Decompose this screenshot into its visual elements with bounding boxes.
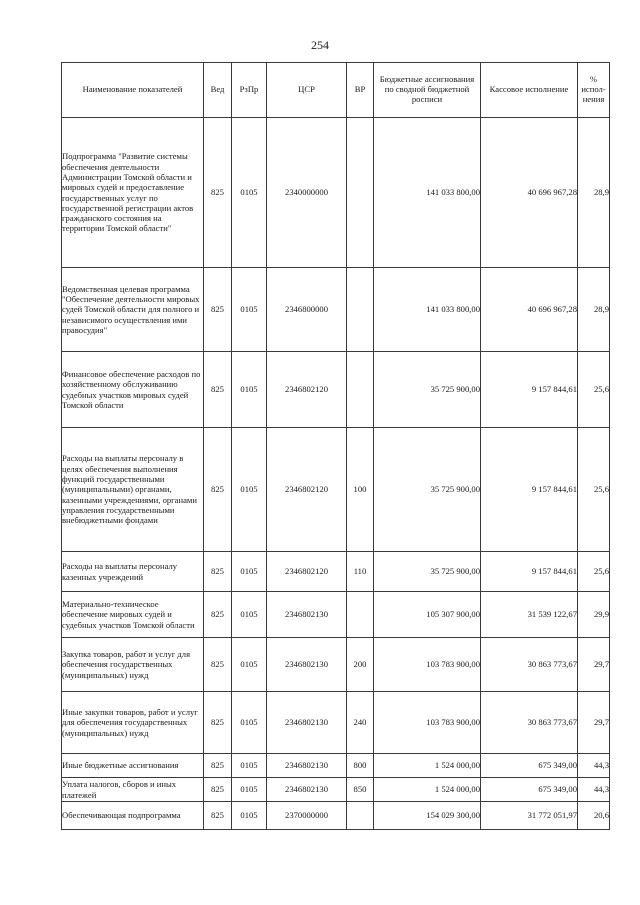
cell-csr: 2340000000: [267, 118, 347, 268]
header-rzpr: РзПр: [232, 63, 267, 118]
cell-csr: 2346802120: [267, 352, 347, 428]
cell-pct: 28,9: [578, 268, 610, 352]
cell-pct: 44,3: [578, 778, 610, 802]
cell-exec: 9 157 844,61: [481, 352, 578, 428]
cell-name: Подпрограмма "Развитие системы обеспечения деятельности Администрации Томской области и мировых судей и предоставление государственных услуг по государственной регистрации актов гражданского состояния на территории Томской области": [62, 118, 204, 268]
cell-exec: 675 349,00: [481, 754, 578, 778]
cell-vr: 850: [347, 778, 374, 802]
cell-name: Ведомственная целевая программа "Обеспечение деятельности мировых судей Томской области для полного и независимого осуществления ими правосудия": [62, 268, 204, 352]
cell-exec: 9 157 844,61: [481, 428, 578, 552]
cell-ved: 825: [204, 754, 232, 778]
cell-vr: 800: [347, 754, 374, 778]
cell-ved: 825: [204, 428, 232, 552]
cell-plan: 1 524 000,00: [374, 778, 481, 802]
cell-rzpr: 0105: [232, 592, 267, 638]
cell-vr: [347, 592, 374, 638]
cell-ved: 825: [204, 352, 232, 428]
cell-csr: 2346800000: [267, 268, 347, 352]
cell-plan: 154 029 300,00: [374, 802, 481, 830]
cell-exec: 31 772 051,97: [481, 802, 578, 830]
cell-rzpr: 0105: [232, 778, 267, 802]
cell-exec: 30 863 773,67: [481, 692, 578, 754]
cell-plan: 141 033 800,00: [374, 268, 481, 352]
header-vr: ВР: [347, 63, 374, 118]
cell-vr: [347, 118, 374, 268]
cell-pct: 25,6: [578, 552, 610, 592]
table-row: [62, 552, 610, 592]
cell-pct: 29,9: [578, 592, 610, 638]
cell-ved: 825: [204, 638, 232, 692]
cell-ved: 825: [204, 592, 232, 638]
header-pct: % испол-нения: [578, 63, 610, 118]
cell-exec: 675 349,00: [481, 778, 578, 802]
cell-rzpr: 0105: [232, 754, 267, 778]
cell-rzpr: 0105: [232, 638, 267, 692]
header-ved: Вед: [204, 63, 232, 118]
cell-name: Закупка товаров, работ и услуг для обеспечения государственных (муниципальных) нужд: [62, 638, 204, 692]
cell-csr: 2346802120: [267, 428, 347, 552]
table-row: [62, 118, 610, 268]
cell-plan: 103 783 900,00: [374, 692, 481, 754]
cell-pct: 28,9: [578, 118, 610, 268]
cell-name: Обеспечивающая подпрограмма: [62, 802, 204, 830]
cell-ved: 825: [204, 802, 232, 830]
table-row: [62, 692, 610, 754]
cell-rzpr: 0105: [232, 268, 267, 352]
table-row: [62, 592, 610, 638]
page-number: 254: [311, 38, 329, 52]
cell-ved: 825: [204, 268, 232, 352]
table-row: [62, 754, 610, 778]
header-name: Наименование показателей: [62, 63, 204, 118]
cell-pct: 25,6: [578, 428, 610, 552]
cell-ved: 825: [204, 552, 232, 592]
header-exec: Кассовое исполнение: [481, 63, 578, 118]
cell-name: Уплата налогов, сборов и иных платежей: [62, 778, 204, 802]
cell-rzpr: 0105: [232, 802, 267, 830]
cell-name: Иные закупки товаров, работ и услуг для обеспечения государственных (муниципальных) нужд: [62, 692, 204, 754]
table-header-row: [62, 63, 610, 118]
cell-exec: 9 157 844,61: [481, 552, 578, 592]
cell-name: Расходы на выплаты персоналу в целях обеспечения выполнения функций государственными (муниципальными) органами, казенными учреждениями, органами управления государственными внебюджетными фондами: [62, 428, 204, 552]
cell-csr: 2370000000: [267, 802, 347, 830]
cell-pct: 25,6: [578, 352, 610, 428]
cell-name: Финансовое обеспечение расходов по хозяйственному обслуживанию судебных участков мировых судей Томской области: [62, 352, 204, 428]
cell-plan: 35 725 900,00: [374, 352, 481, 428]
cell-vr: 200: [347, 638, 374, 692]
cell-plan: 1 524 000,00: [374, 754, 481, 778]
cell-rzpr: 0105: [232, 552, 267, 592]
cell-csr: 2346802130: [267, 638, 347, 692]
table-row: [62, 268, 610, 352]
cell-vr: [347, 352, 374, 428]
cell-exec: 31 539 122,67: [481, 592, 578, 638]
cell-vr: [347, 268, 374, 352]
cell-exec: 30 863 773,67: [481, 638, 578, 692]
cell-name: Материально-техническое обеспечение мировых судей и судебных участков Томской области: [62, 592, 204, 638]
budget-table: [61, 62, 610, 830]
cell-plan: 35 725 900,00: [374, 552, 481, 592]
cell-vr: [347, 802, 374, 830]
cell-rzpr: 0105: [232, 428, 267, 552]
cell-vr: 100: [347, 428, 374, 552]
header-csr: ЦСР: [267, 63, 347, 118]
cell-pct: 20,6: [578, 802, 610, 830]
cell-csr: 2346802130: [267, 592, 347, 638]
cell-pct: 29,7: [578, 638, 610, 692]
cell-pct: 29,7: [578, 692, 610, 754]
cell-vr: 240: [347, 692, 374, 754]
cell-csr: 2346802120: [267, 552, 347, 592]
cell-rzpr: 0105: [232, 352, 267, 428]
cell-plan: 103 783 900,00: [374, 638, 481, 692]
table-row: [62, 802, 610, 830]
cell-name: Расходы на выплаты персоналу казенных учреждений: [62, 552, 204, 592]
cell-ved: 825: [204, 118, 232, 268]
cell-csr: 2346802130: [267, 692, 347, 754]
cell-csr: 2346802130: [267, 754, 347, 778]
cell-csr: 2346802130: [267, 778, 347, 802]
table-row: [62, 352, 610, 428]
cell-exec: 40 696 967,28: [481, 268, 578, 352]
table-row: [62, 428, 610, 552]
cell-rzpr: 0105: [232, 692, 267, 754]
header-plan: Бюджетные ассигнования по сводной бюджетной росписи: [374, 63, 481, 118]
table-row: [62, 778, 610, 802]
cell-name: Иные бюджетные ассигнования: [62, 754, 204, 778]
table-row: [62, 638, 610, 692]
cell-ved: 825: [204, 778, 232, 802]
cell-rzpr: 0105: [232, 118, 267, 268]
cell-plan: 35 725 900,00: [374, 428, 481, 552]
cell-ved: 825: [204, 692, 232, 754]
cell-plan: 105 307 900,00: [374, 592, 481, 638]
cell-pct: 44,3: [578, 754, 610, 778]
cell-plan: 141 033 800,00: [374, 118, 481, 268]
cell-vr: 110: [347, 552, 374, 592]
cell-exec: 40 696 967,28: [481, 118, 578, 268]
table-body: [62, 118, 610, 830]
